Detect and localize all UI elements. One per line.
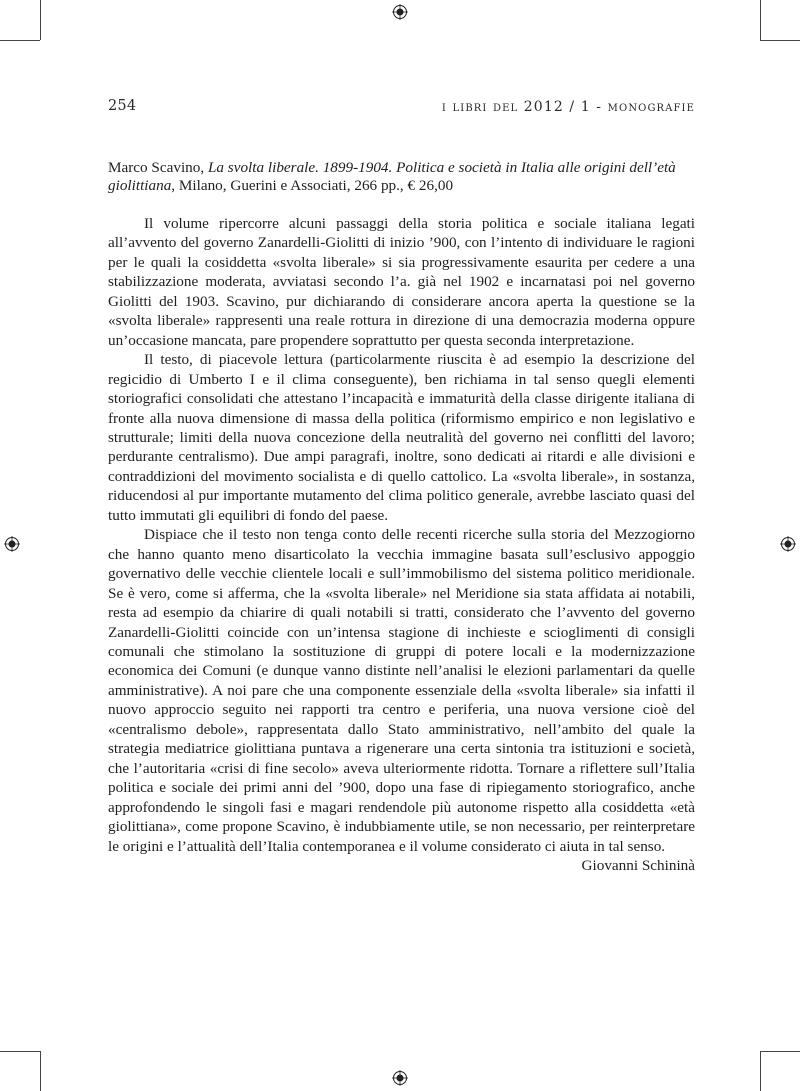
review-paragraph: Il testo, di piacevole lettura (particolarmente riuscita è ad esempio la descrizione del regicidio di Umberto I e il clima conseguente), ben richiama in tal senso quegli elementi storiografici consolidati che attestano l’incapacità e immaturità della classe dirigente italiana di fronte alla nuova dimensione di massa della politica (riformismo empirico e non legislativo e strutturale; limiti della nuova concezione della neutralità del governo nei conflitti del lavoro; perdurante centralismo). Due ampi paragrafi, inoltre, sono dedicati ai ritardi e alle divisioni e contraddizioni del movimento socialista e di quello cattolico. La «svolta liberale», in sostanza, riducendosi al pur importante mutamento del clima politico generale, avrebbe lasciato quasi del tutto immutati gli equilibri di fondo del paese. (108, 351, 695, 524)
crop-mark-icon (0, 1051, 40, 1052)
crop-mark-icon (0, 40, 40, 41)
book-citation (108, 159, 695, 196)
citation-title: La svolta liberale. 1899-1904. Politica e società in Italia alle origini dell’età giolittiana (108, 159, 676, 195)
citation-author: Marco Scavino, (108, 159, 208, 176)
citation-publisher: , Milano, Guerini e Associati, 266 pp., € 26,00 (171, 177, 454, 195)
review-body (108, 214, 695, 875)
review-paragraph: Dispiace che il testo non tenga conto delle recenti ricerche sulla storia del Mezzogiorno che hanno quanto meno disarticolato la vecchia immagine basata sull’esclusivo appoggio governativo delle vecchie clientele locali e sull’immobilismo del sistema politico meridionale. Se è vero, come si afferma, che la «svolta liberale» nel Meridione sia stata affidata ai notabili, resta ad esempio da chiarire di quali notabili si tratti, considerato che l’avvento del governo Zanardelli-Giolitti coincide con un’intensa stagione di inchieste e scioglimenti di consigli comunali che stimolano la sostituzione di gruppi di potere locali e la modernizzazione economica dei Comuni (e dunque vanno distinte nell’analisi le elezioni parlamentari da quelle amministrative). A noi pare che una componente essenziale della «svolta liberale» sia infatti il nuovo approccio seguito nei rapporti tra centro e periferia, una nuova versione cioè del «centralismo debole», rappresentata dallo Stato amministrativo, nell’ambito del quale la strategia mediatrice giolittiana puntava a rigenerare una certa sintonia tra istituzioni e società, che l’autoritaria «crisi di fine secolo» aveva ulteriormente ridotta. Tornare a riflettere sull’Italia politica e sociale dei primi anni del ’900, dopo una fase di ripiegamento storiografico, anche approfondendo le singoli fasi e magari rendendole più autonome rispetto alla cosiddetta «età giolittiana», come propone Scavino, è indubbiamente utile, se non necessario, per reinterpretare le origini e l’attualità dell’Italia contemporanea e il volume considerato ci aiuta in tal senso. (108, 526, 695, 855)
review-paragraph: Il volume ripercorre alcuni passaggi della storia politica e sociale italiana legati all’avvento del governo Zanardelli-Giolitti di inizio ’900, con l’intento di individuare le ragioni per le quali la cosiddetta «svolta liberale» si sia progressivamente esaurita per cedere a una stabilizzazione moderata, avviatasi secondo l’a. già nel 1902 e incarnatasi poi nel governo Giolitti del 1903. Scavino, pur dichiarando di considerare ancora aperta la questione se la «svolta liberale» rappresenti una reale rottura in direzione di una democrazia moderna oppure un’occasione mancata, pare propendere soprattutto per questa seconda interpretazione. (108, 215, 695, 349)
crop-mark-icon (40, 1051, 41, 1091)
registration-mark-icon (4, 536, 20, 552)
registration-mark-icon (392, 4, 408, 20)
crop-mark-icon (760, 1051, 761, 1091)
page-header (108, 96, 695, 118)
running-title: i libri del 2012 / 1 - monografie (441, 99, 695, 115)
crop-mark-icon (760, 40, 800, 41)
crop-mark-icon (760, 1051, 800, 1052)
page-number: 254 (108, 98, 137, 114)
reviewer-signature: Giovanni Schininà (581, 856, 695, 874)
crop-mark-icon (760, 0, 761, 40)
registration-mark-icon (780, 536, 796, 552)
registration-mark-icon (392, 1070, 408, 1086)
crop-mark-icon (40, 0, 41, 40)
